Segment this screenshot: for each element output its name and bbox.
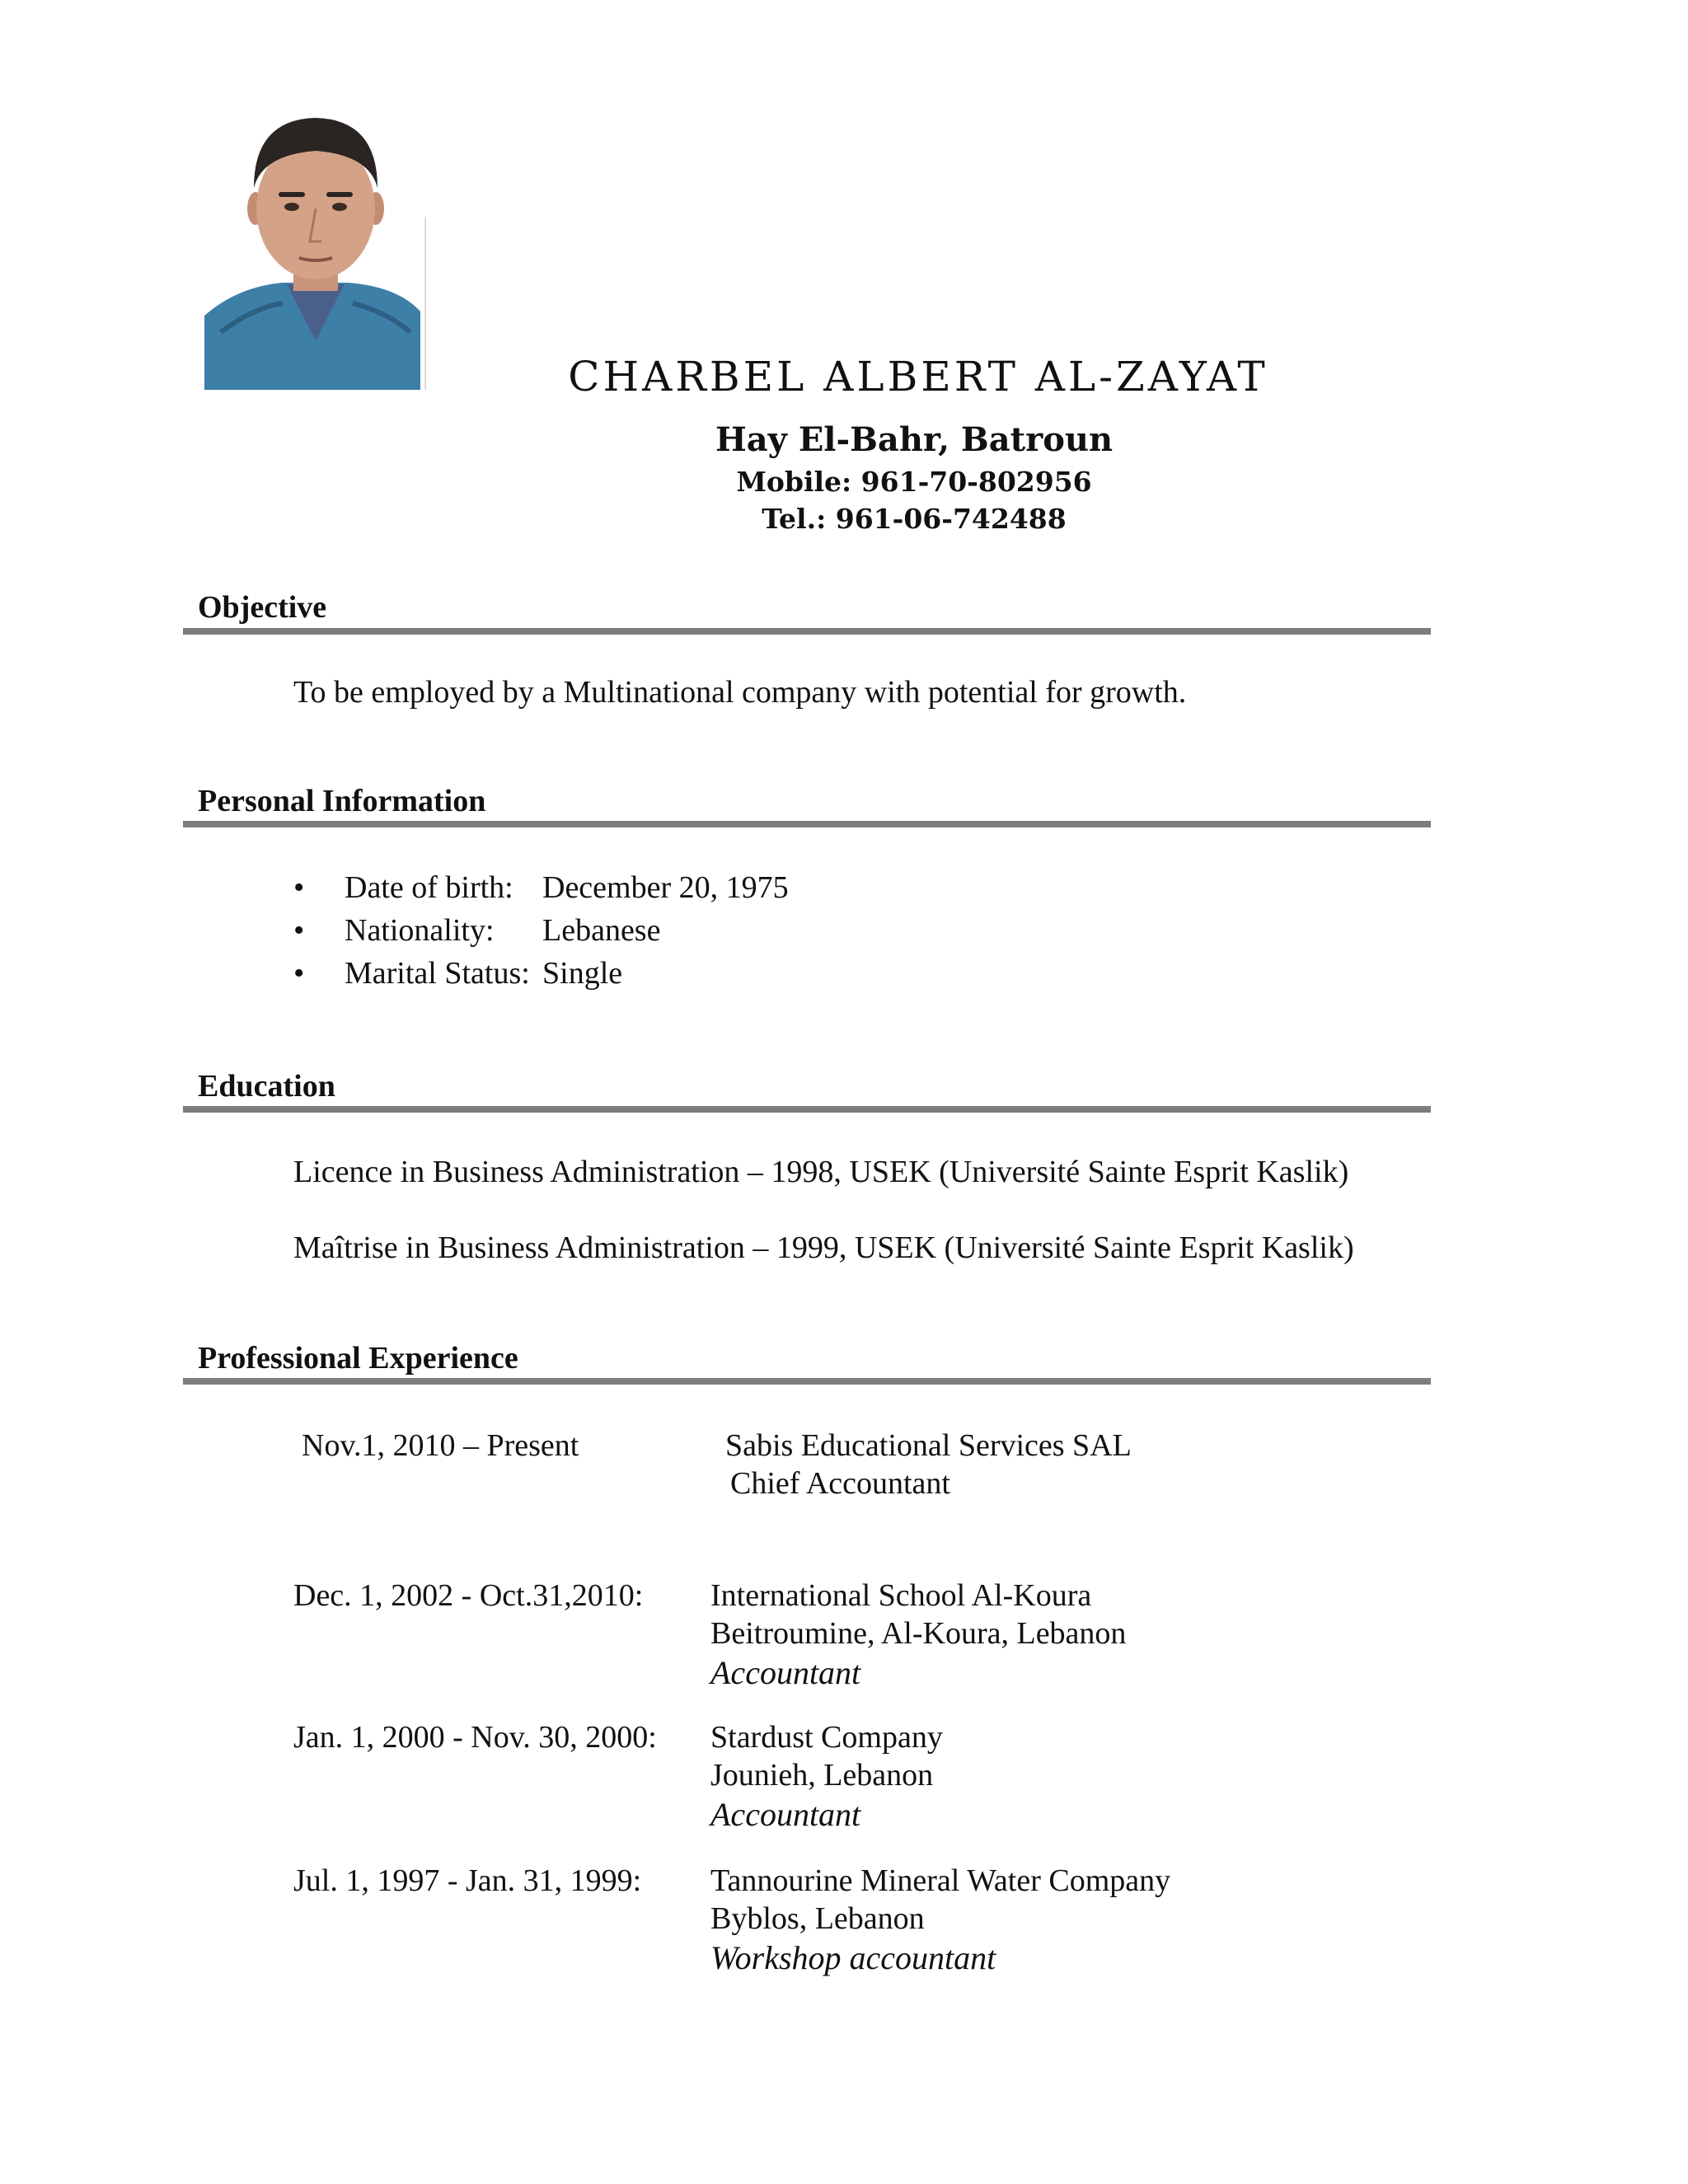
profile-photo [204,110,427,390]
education-item: Licence in Business Administration – 1998, USEK (Université Sainte Esprit Kaslik) [293,1155,1349,1189]
personal-info-heading: Personal Information [198,784,486,818]
objective-text: To be employed by a Multinational company with potential for growth. [293,675,1187,710]
dob-value: December 20, 1975 [542,870,789,905]
marital-status-label: Marital Status: [345,956,530,991]
experience-location: Byblos, Lebanon [710,1901,925,1936]
experience-company: Tannourine Mineral Water Company [710,1863,1171,1898]
section-divider [183,1378,1431,1385]
section-divider [183,821,1431,827]
section-divider [183,1106,1431,1113]
education-item: Maîtrise in Business Administration – 1999, USEK (Université Sainte Esprit Kaslik) [293,1230,1354,1265]
education-heading: Education [198,1069,335,1104]
mobile-phone: Mobile: 961-70-802956 [736,466,1092,498]
experience-role: Workshop accountant [710,1939,996,1976]
dob-label: Date of birth: [345,870,513,905]
telephone: Tel.: 961-06-742488 [762,503,1067,535]
experience-dates: Jul. 1, 1997 - Jan. 31, 1999: [293,1863,642,1898]
experience-dates: Nov.1, 2010 – Present [302,1428,579,1463]
experience-role: Accountant [710,1796,861,1833]
objective-heading: Objective [198,590,327,625]
section-divider [183,628,1431,635]
nationality-label: Nationality: [345,913,495,948]
bullet-icon: • [293,913,305,948]
bullet-icon: • [293,870,305,905]
candidate-name: CHARBEL ALBERT AL-ZAYAT [568,353,1268,401]
experience-company: Sabis Educational Services SAL [725,1428,1132,1463]
nationality-value: Lebanese [542,913,661,948]
experience-dates: Dec. 1, 2002 - Oct.31,2010: [293,1578,644,1613]
experience-company: Stardust Company [710,1720,943,1755]
experience-role: Accountant [710,1654,861,1691]
experience-company: International School Al-Koura [710,1578,1092,1613]
experience-dates: Jan. 1, 2000 - Nov. 30, 2000: [293,1720,657,1755]
address: Hay El-Bahr, Batroun [715,420,1114,459]
experience-role: Chief Accountant [730,1466,950,1501]
experience-location: Beitroumine, Al-Koura, Lebanon [710,1616,1127,1651]
experience-location: Jounieh, Lebanon [710,1758,934,1793]
experience-heading: Professional Experience [198,1341,518,1376]
marital-status-value: Single [542,956,623,991]
bullet-icon: • [293,956,305,991]
